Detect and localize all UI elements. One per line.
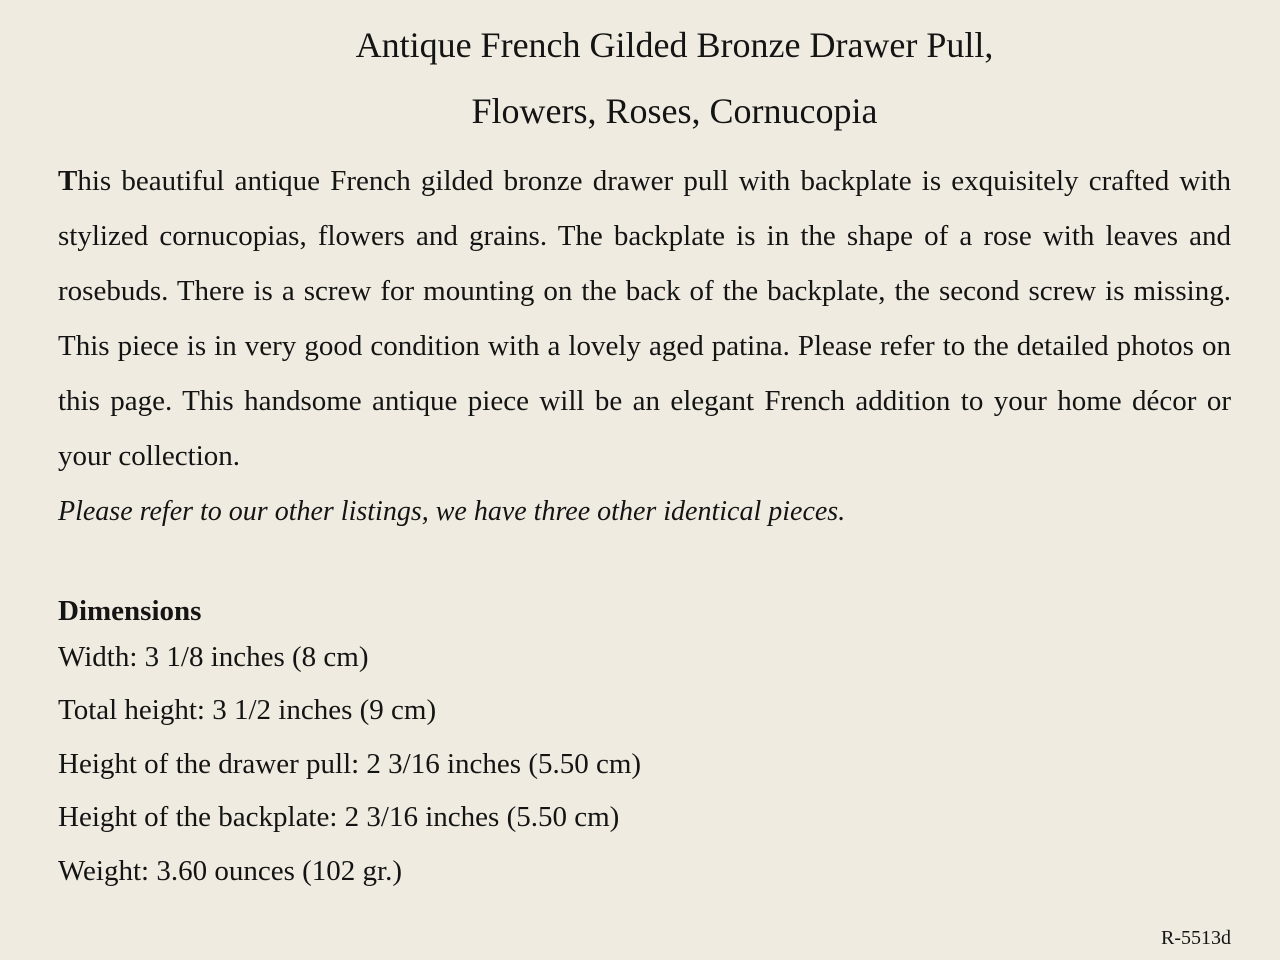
description-paragraph bbox=[58, 154, 1231, 484]
dimension-total-height: Total height: 3 1/2 inches (9 cm) bbox=[58, 694, 437, 727]
listing-title bbox=[58, 0, 1231, 144]
description-dropcap: T bbox=[58, 165, 78, 197]
dimensions-heading: Dimensions bbox=[58, 595, 202, 627]
listings-note: Please refer to our other listings, we have three other identical pieces. bbox=[58, 496, 846, 527]
title-line-1: Antique French Gilded Bronze Drawer Pull, bbox=[355, 25, 994, 65]
dimension-width: Width: 3 1/8 inches (8 cm) bbox=[58, 641, 369, 673]
dimension-weight: Weight: 3.60 ounces (102 gr.) bbox=[58, 854, 402, 887]
listing-page bbox=[58, 0, 1231, 960]
dimension-backplate-height: Height of the backplate: 2 3/16 inches (5.50 cm) bbox=[58, 801, 620, 834]
reference-code: R-5513d bbox=[1161, 927, 1231, 949]
dimensions-list bbox=[58, 631, 1231, 898]
dimension-pull-height: Height of the drawer pull: 2 3/16 inches (5.50 cm) bbox=[58, 747, 642, 780]
title-line-2: Flowers, Roses, Cornucopia bbox=[471, 91, 878, 131]
description-text: his beautiful antique French gilded bronze drawer pull with backplate is exquisitely crafted with stylized cornucopias, flowers and grains. The backplate is in the shape of a rose with leaves and rosebuds. There is a screw for mounting on the back of the backplate, the second screw is missing. This piece is in very good condition with a lovely aged patina. Please refer to the detailed photos on this page. This handsome antique piece will be an elegant French addition to your home décor or your collection. bbox=[58, 165, 1231, 472]
